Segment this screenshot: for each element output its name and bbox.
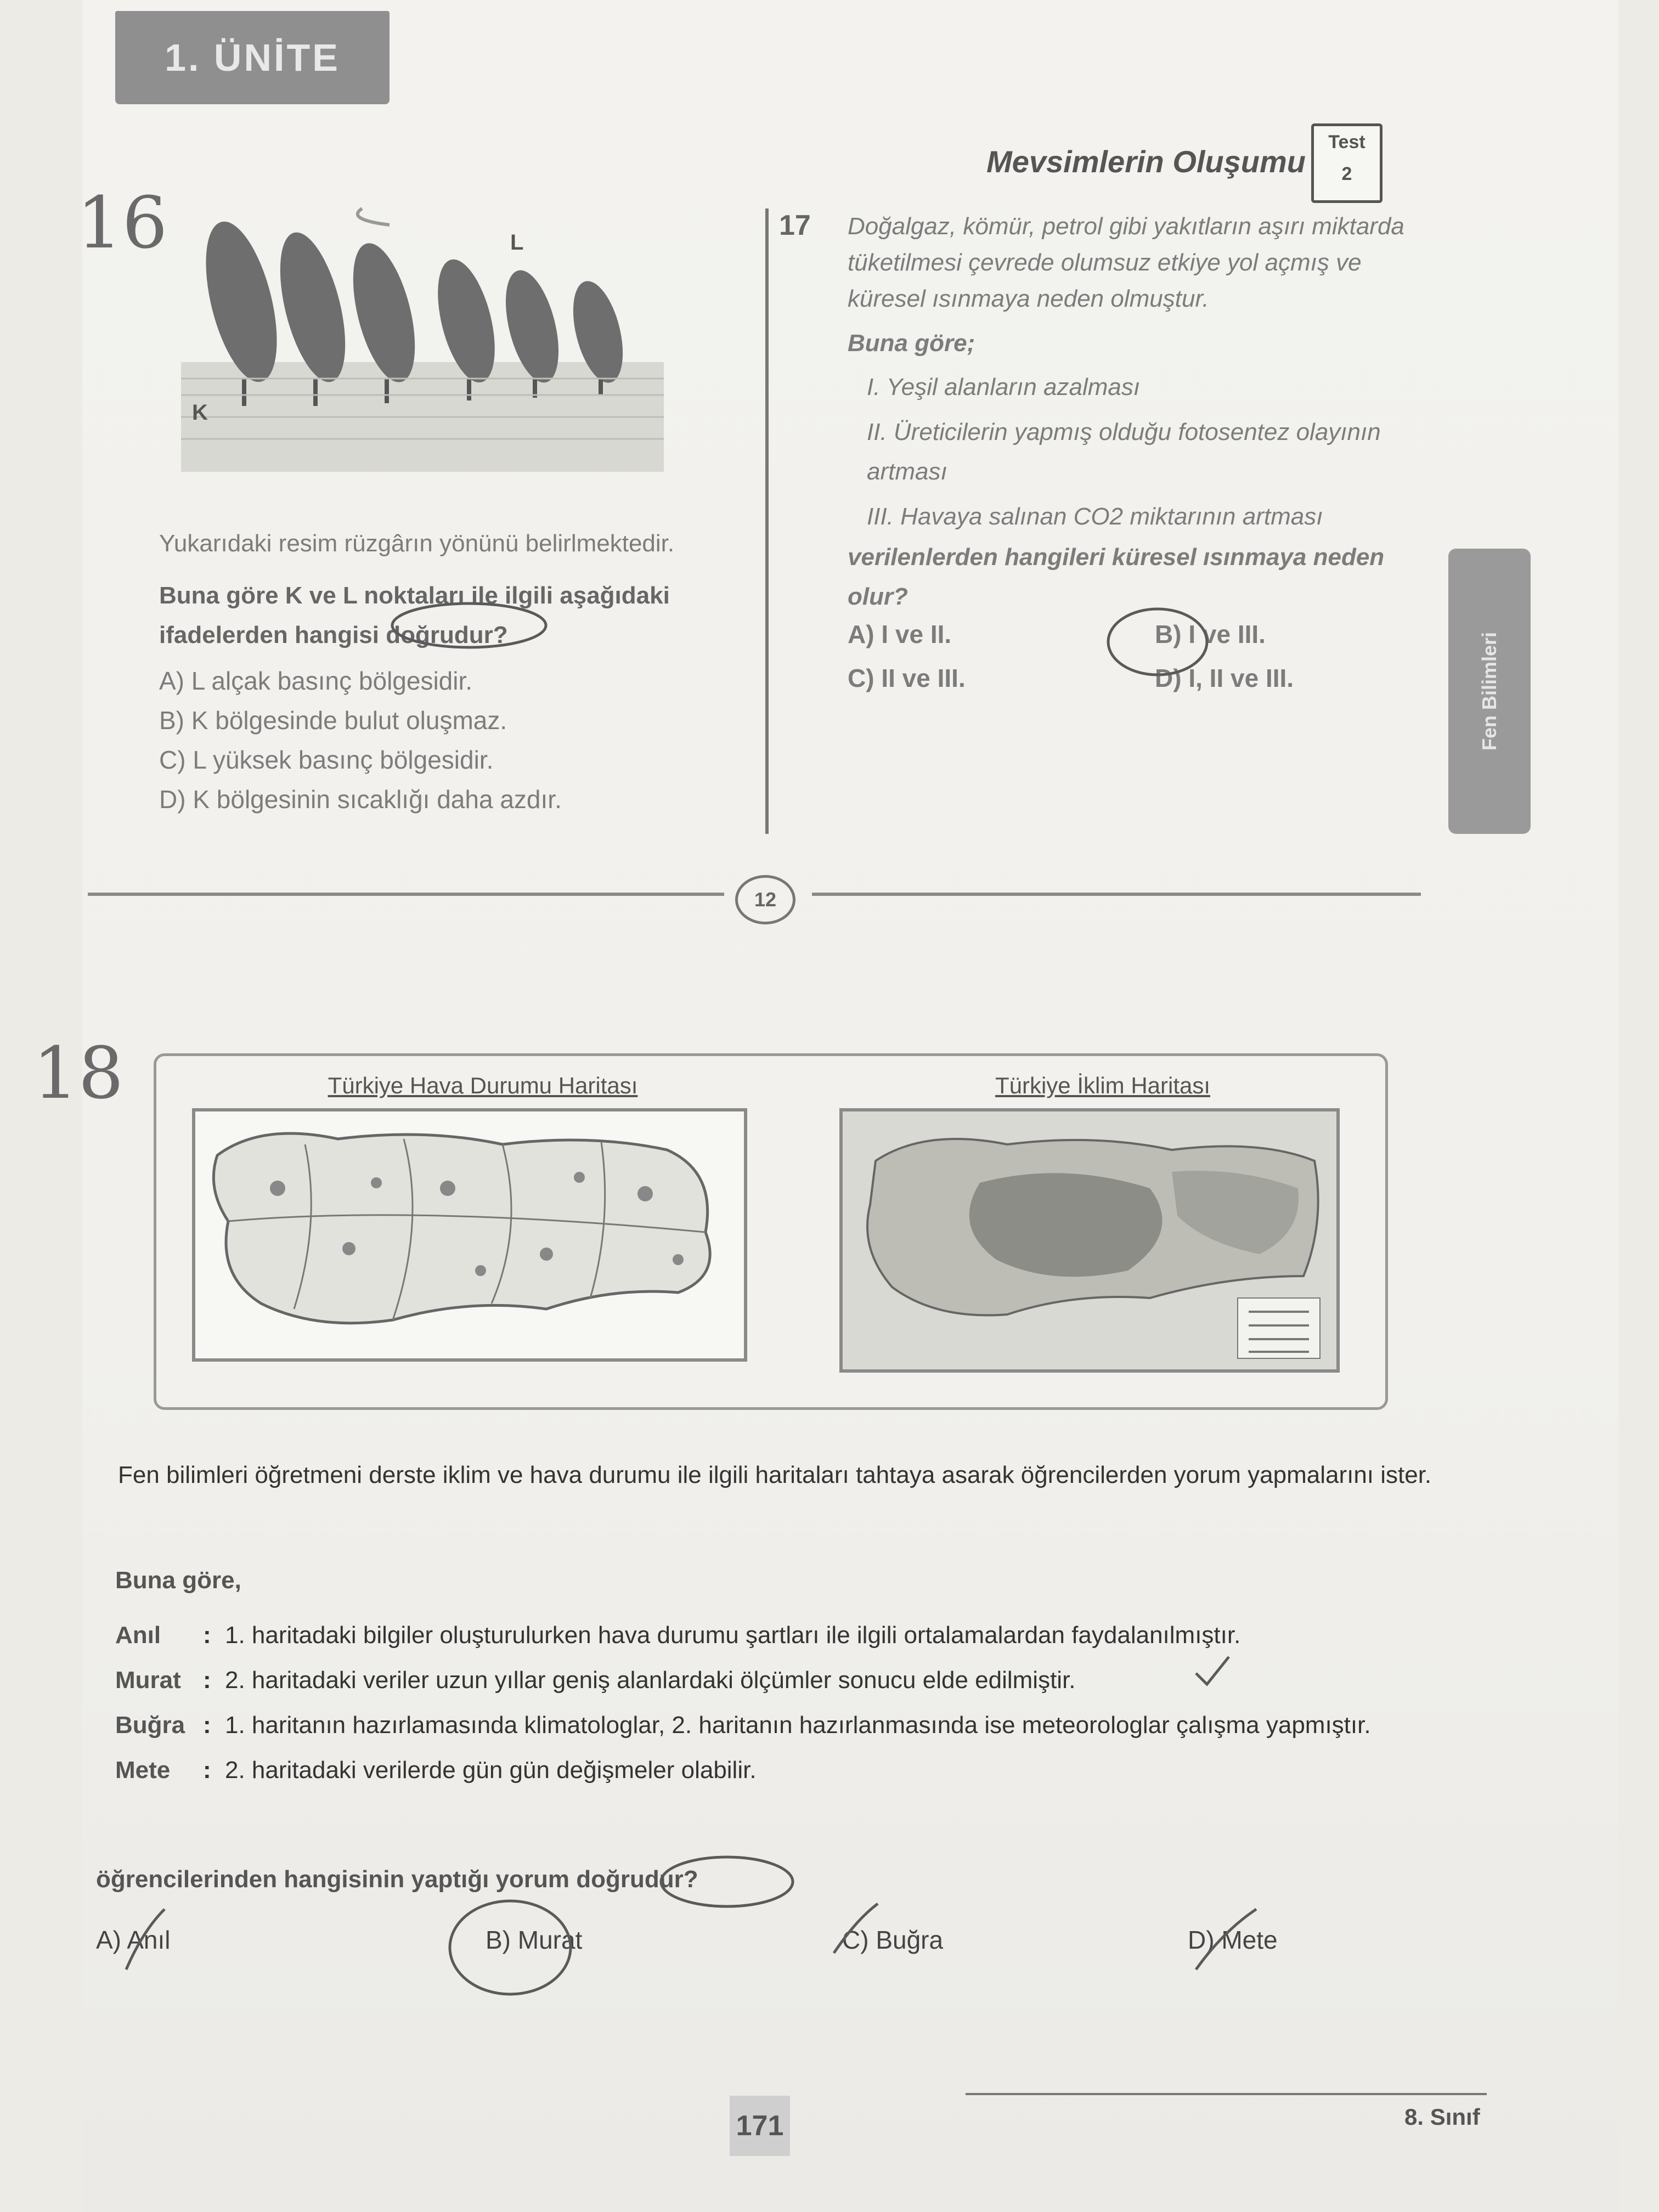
question-16-number: 16 bbox=[77, 181, 168, 264]
section-title: Mevsimlerin Oluşumu bbox=[986, 144, 1306, 179]
statement-text: 1. haritadaki bilgiler oluşturulurken hava durumu şartları ile ilgili ortalamalardan faydalanılmıştır. bbox=[225, 1622, 1241, 1649]
unit-tab: 1. ÜNİTE bbox=[115, 11, 390, 104]
statement-text: 2. haritadaki veriler uzun yıllar geniş alanlardaki ölçümler sonucu elde edilmiştir. bbox=[225, 1667, 1076, 1694]
question-17-lead: Buna göre; bbox=[848, 330, 975, 357]
question-16-illustration bbox=[181, 198, 664, 472]
question-18-lead: Buna göre, bbox=[115, 1567, 241, 1594]
option-17-b[interactable]: B) I ve III. bbox=[1155, 620, 1266, 648]
option-17-a[interactable]: A) I ve II. bbox=[848, 620, 952, 648]
statement-separator: : bbox=[203, 1757, 211, 1784]
climate-map bbox=[839, 1108, 1340, 1373]
subject-side-tab: Fen Bilimleri bbox=[1448, 549, 1531, 834]
grade-label: 8. Sınıf bbox=[1404, 2104, 1480, 2130]
map-1-title: Türkiye Hava Durumu Haritası bbox=[328, 1073, 638, 1098]
test-label: Test bbox=[1328, 132, 1365, 153]
item-17-2: II. Üreticilerin yapmış olduğu fotosentez olayının artması bbox=[867, 419, 1381, 485]
question-16-prompt: Buna göre K ve L noktaları ile ilgili aşağıdaki ifadelerden hangisi doğrudur? bbox=[159, 582, 670, 648]
statement-name: Murat bbox=[115, 1667, 181, 1694]
question-18-statements bbox=[115, 1616, 1459, 1790]
option-18-b[interactable]: B) Murat bbox=[486, 1926, 583, 1954]
statement-mete bbox=[115, 1751, 1459, 1790]
statement-text: 1. haritanın hazırlamasında klimatologlar, 2. haritanın hazırlanmasında ise meteorologlar çalışma yapmıştır. bbox=[225, 1712, 1371, 1739]
option-18-a[interactable]: A) Anıl bbox=[96, 1926, 171, 1954]
option-16-c[interactable]: C) L yüksek basınç bölgesidir. bbox=[159, 746, 494, 774]
statement-separator: : bbox=[203, 1667, 211, 1694]
page-stamp: 12 bbox=[735, 875, 795, 924]
question-18-prompt: öğrencilerinden hangisinin yaptığı yorum doğrudur? bbox=[96, 1866, 698, 1893]
question-18-options bbox=[96, 1920, 1358, 1970]
weather-map bbox=[192, 1108, 747, 1362]
option-18-c[interactable]: C) Buğra bbox=[842, 1926, 944, 1954]
column-divider bbox=[765, 208, 769, 834]
option-17-d[interactable]: D) I, II ve III. bbox=[1155, 664, 1294, 692]
statement-text: 2. haritadaki verilerde gün gün değişmeler olabilir. bbox=[225, 1757, 757, 1784]
statement-separator: : bbox=[203, 1712, 211, 1739]
question-17-number: 17 bbox=[779, 210, 811, 241]
statement-name: Anıl bbox=[115, 1622, 161, 1649]
label-l: L bbox=[510, 230, 524, 255]
question-17-prompt: verilenlerden hangileri küresel ısınmaya neden olur? bbox=[848, 544, 1385, 610]
statement-anil bbox=[115, 1616, 1459, 1655]
question-16-options bbox=[159, 661, 708, 819]
question-17-stem: Doğalgaz, kömür, petrol gibi yakıtların aşırı miktarda tüketilmesi çevrede olumsuz etkiye yol açmış ve küresel ısınmaya neden olmuştur. bbox=[848, 213, 1404, 312]
item-17-3: III. Havaya salınan CO2 miktarının artması bbox=[867, 503, 1323, 530]
test-number: 2 bbox=[1341, 163, 1352, 184]
statement-bugra bbox=[115, 1706, 1459, 1745]
footer-line bbox=[966, 2093, 1487, 2095]
statement-name: Mete bbox=[115, 1757, 171, 1784]
statement-murat bbox=[115, 1661, 1459, 1700]
question-17-options bbox=[848, 614, 1396, 702]
item-17-1: I. Yeşil alanların azalması bbox=[867, 374, 1141, 400]
option-18-d[interactable]: D) Mete bbox=[1188, 1926, 1278, 1954]
option-16-d[interactable]: D) K bölgesinin sıcaklığı daha azdır. bbox=[159, 785, 562, 814]
statement-name: Buğra bbox=[115, 1712, 185, 1739]
question-18-number: 18 bbox=[33, 1031, 124, 1115]
section-divider-right bbox=[812, 893, 1421, 896]
question-17-items bbox=[867, 368, 1415, 537]
option-17-c[interactable]: C) II ve III. bbox=[848, 664, 966, 692]
option-16-b[interactable]: B) K bölgesinde bulut oluşmaz. bbox=[159, 706, 507, 735]
test-badge bbox=[1311, 123, 1383, 203]
question-16-caption: Yukarıdaki resim rüzgârın yönünü belirlmektedir. bbox=[159, 530, 675, 557]
page-number: 171 bbox=[730, 2096, 790, 2156]
map-2-title: Türkiye İklim Haritası bbox=[995, 1073, 1211, 1098]
statement-separator: : bbox=[203, 1622, 211, 1649]
section-divider-left bbox=[88, 893, 724, 896]
label-k: K bbox=[192, 400, 208, 425]
question-18-intro: Fen bilimleri öğretmeni derste iklim ve hava durumu ile ilgili haritaları tahtaya asarak öğrencilerden yorum yapmalarını ister. bbox=[118, 1462, 1432, 1488]
option-16-a[interactable]: A) L alçak basınç bölgesidir. bbox=[159, 667, 473, 695]
